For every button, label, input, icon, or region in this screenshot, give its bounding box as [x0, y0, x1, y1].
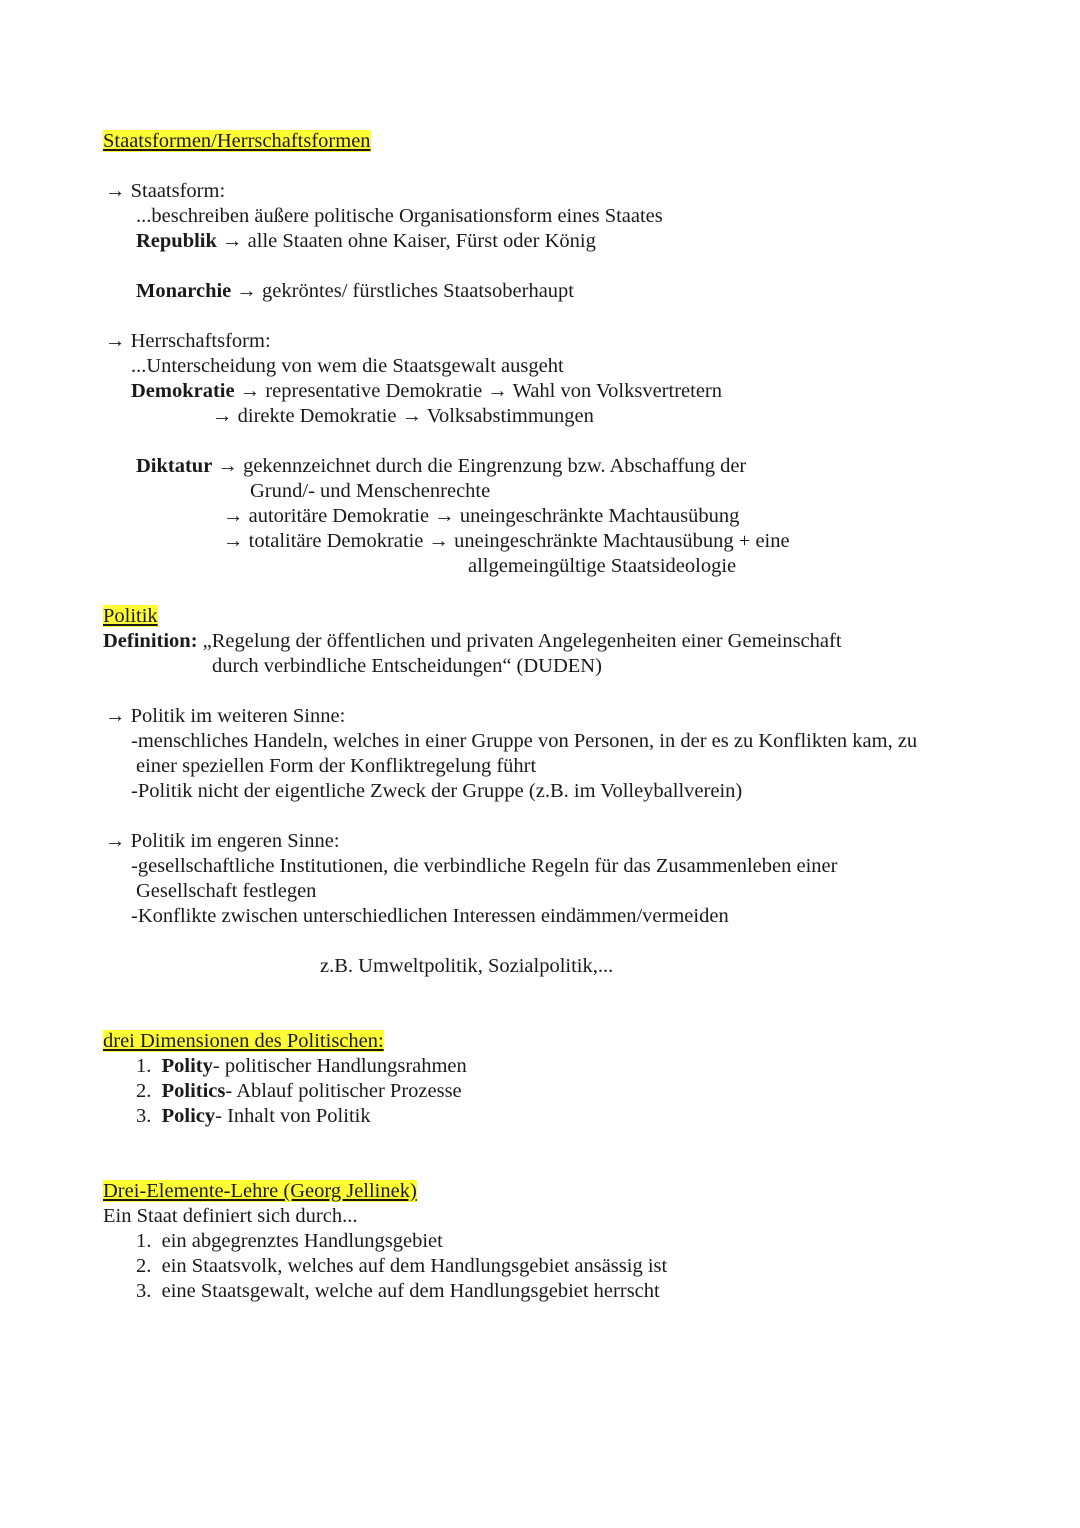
arrow-icon: → — [428, 530, 449, 552]
politik-examples: z.B. Umweltpolitik, Sozialpolitik,... — [320, 955, 614, 977]
staatsform-label-line: → Staatsform: — [105, 180, 226, 202]
arrow-icon: → — [223, 530, 244, 552]
politik-weiter-p1-cont: einer speziellen Form der Konfliktregelung führt — [136, 755, 537, 777]
totalitaere-demokratie-cont: allgemeingültige Staatsideologie — [468, 555, 737, 577]
arrow-icon: → — [105, 180, 126, 202]
herrschaftsform-desc: ...Unterscheidung von wem die Staatsgewalt ausgeht — [131, 355, 564, 377]
politik-enger-p1: -gesellschaftliche Institutionen, die verbindliche Regeln für das Zusammenleben einer — [131, 855, 838, 877]
arrow-icon: → — [105, 830, 126, 852]
politik-enger-label-line: → Politik im engeren Sinne: — [105, 830, 340, 852]
drei-elemente-intro: Ein Staat definiert sich durch... — [103, 1205, 358, 1227]
politik-enger-p2: -Konflikte zwischen unterschiedlichen Interessen eindämmen/vermeiden — [131, 905, 729, 927]
politik-enger-p1-cont: Gesellschaft festlegen — [136, 880, 317, 902]
staatsform-desc: ...beschreiben äußere politische Organisationsform eines Staates — [136, 205, 663, 227]
arrow-icon: → — [239, 380, 261, 402]
autoritaere-demokratie-line: → autoritäre Demokratie → uneingeschränkte Machtausübung — [223, 505, 740, 527]
herrschaftsform-label-line: → Herrschaftsform: — [105, 330, 271, 352]
arrow-icon: → — [217, 455, 238, 477]
diktatur-def-cont: Grund/- und Menschenrechte — [250, 480, 491, 502]
list-item: 1. Polity- politischer Handlungsrahmen — [136, 1055, 467, 1077]
list-item: 3. Policy- Inhalt von Politik — [136, 1105, 371, 1127]
list-item: 3. eine Staatsgewalt, welche auf dem Handlungsgebiet herrscht — [136, 1280, 660, 1302]
list-item: 2. ein Staatsvolk, welches auf dem Handlungsgebiet ansässig ist — [136, 1255, 668, 1277]
arrow-icon: → — [212, 405, 233, 427]
politik-definition-line: Definition: „Regelung der öffentlichen und privaten Angelegenheiten einer Gemeinschaft — [103, 630, 842, 652]
direkte-demokratie-line: → direkte Demokratie → Volksabstimmungen — [212, 405, 594, 427]
arrow-icon: → — [434, 505, 455, 527]
republik-line: Republik → alle Staaten ohne Kaiser, Fürst oder König — [136, 230, 596, 252]
heading-dimensionen: drei Dimensionen des Politischen: — [103, 1030, 384, 1052]
list-item: 1. ein abgegrenztes Handlungsgebiet — [136, 1230, 443, 1252]
arrow-icon: → — [222, 230, 243, 252]
monarchie-line: Monarchie → gekröntes/ fürstliches Staatsoberhaupt — [136, 280, 575, 302]
demokratie-line: Demokratie → representative Demokratie → Wahl von Volksvertretern — [131, 380, 722, 402]
politik-weiter-label-line: → Politik im weiteren Sinne: — [105, 705, 346, 727]
totalitaere-demokratie-line: → totalitäre Demokratie → uneingeschränkte Machtausübung + eine — [223, 530, 790, 552]
arrow-icon: → — [236, 280, 257, 302]
arrow-icon: → — [105, 705, 126, 727]
politik-weiter-p1: -menschliches Handeln, welches in einer Gruppe von Personen, in der es zu Konflikten kam, zu — [131, 730, 918, 752]
politik-weiter-p2: -Politik nicht der eigentliche Zweck der Gruppe (z.B. im Volleyballverein) — [131, 780, 743, 802]
arrow-icon: → — [223, 505, 244, 527]
heading-politik: Politik — [103, 605, 158, 627]
list-item: 2. Politics- Ablauf politischer Prozesse — [136, 1080, 462, 1102]
diktatur-line: Diktatur → gekennzeichnet durch die Eingrenzung bzw. Abschaffung der — [136, 455, 747, 477]
arrow-icon: → — [487, 380, 508, 402]
heading-staatsformen: Staatsformen/Herrschaftsformen — [103, 130, 371, 152]
arrow-icon: → — [401, 405, 423, 427]
arrow-icon: → — [105, 330, 126, 352]
politik-definition-cont: durch verbindliche Entscheidungen“ (DUDEN) — [212, 655, 602, 677]
heading-drei-elemente: Drei-Elemente-Lehre (Georg Jellinek) — [103, 1180, 417, 1202]
